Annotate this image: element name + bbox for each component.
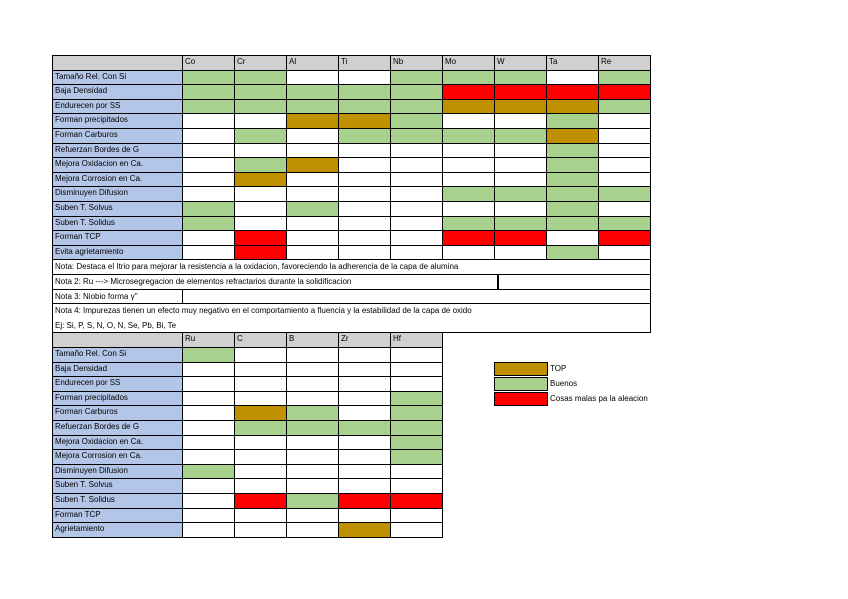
table1-row-label[interactable]: Mejora Oxidacion en Ca. <box>52 157 183 173</box>
table2-corner[interactable] <box>52 332 183 348</box>
table2-cell[interactable] <box>390 464 443 480</box>
legend-swatch-top <box>494 362 548 376</box>
table2-cell[interactable] <box>390 435 443 451</box>
table2-column-header[interactable]: Hf <box>390 332 443 348</box>
table1-row-label[interactable]: Suben T. Solvus <box>52 201 183 217</box>
table1-cell[interactable] <box>286 245 339 261</box>
table2-cell[interactable] <box>286 391 339 407</box>
table2-cell[interactable] <box>234 508 287 524</box>
table2-cell[interactable] <box>338 493 391 509</box>
table2-cell[interactable] <box>286 508 339 524</box>
table1-column-header[interactable]: Co <box>182 55 235 71</box>
table2-cell[interactable] <box>338 420 391 436</box>
table2-row-label[interactable]: Agrietamiento <box>52 522 183 538</box>
table1-cell[interactable] <box>598 230 651 246</box>
table2-cell[interactable] <box>234 493 287 509</box>
table2-cell[interactable] <box>234 435 287 451</box>
note-4 <box>52 303 651 333</box>
legend-label-bad: Cosas malas pa la aleacion <box>550 394 648 403</box>
table2-row-label[interactable]: Baja Densidad <box>52 362 183 378</box>
table1-cell[interactable] <box>286 216 339 232</box>
table1-cell[interactable] <box>546 216 599 232</box>
table1-cell[interactable] <box>234 230 287 246</box>
table1-row-label[interactable]: Disminuyen Difusion <box>52 186 183 202</box>
table1-cell[interactable] <box>546 99 599 115</box>
table1-cell[interactable] <box>234 84 287 100</box>
table1-cell[interactable] <box>442 172 495 188</box>
table1-cell[interactable] <box>598 128 651 144</box>
table2-cell[interactable] <box>234 449 287 465</box>
table1-cell[interactable] <box>598 157 651 173</box>
table2-cell[interactable] <box>338 435 391 451</box>
table1-cell[interactable] <box>286 143 339 159</box>
note-3: Nota 3: Niobio forma γ'' <box>52 289 183 305</box>
table1-cell[interactable] <box>182 143 235 159</box>
table1-cell[interactable] <box>182 113 235 129</box>
table2-cell[interactable] <box>182 405 235 421</box>
table1-row-label[interactable]: Forman precipitados <box>52 113 183 129</box>
table2-cell[interactable] <box>286 435 339 451</box>
table1-cell[interactable] <box>546 186 599 202</box>
table1-cell[interactable] <box>390 128 443 144</box>
table2-cell[interactable] <box>182 449 235 465</box>
table1-row-label[interactable]: Endurecen por SS <box>52 99 183 115</box>
table1-cell[interactable] <box>338 186 391 202</box>
table1-cell[interactable] <box>390 216 443 232</box>
table2-row-label[interactable]: Refuerzan Bordes de G <box>52 420 183 436</box>
table1-cell[interactable] <box>494 201 547 217</box>
table1-column-header[interactable]: Ti <box>338 55 391 71</box>
table2-cell[interactable] <box>286 376 339 392</box>
table1-cell[interactable] <box>494 172 547 188</box>
table1-cell[interactable] <box>598 99 651 115</box>
table1-cell[interactable] <box>598 245 651 261</box>
table2-cell[interactable] <box>338 508 391 524</box>
table2-cell[interactable] <box>182 508 235 524</box>
table1-cell[interactable] <box>286 230 339 246</box>
table1-cell[interactable] <box>338 245 391 261</box>
table1-cell[interactable] <box>442 230 495 246</box>
table1-cell[interactable] <box>494 143 547 159</box>
table2-cell[interactable] <box>338 391 391 407</box>
table2-cell[interactable] <box>182 420 235 436</box>
table2-row-label[interactable]: Mejora Corrosion en Ca. <box>52 449 183 465</box>
table2-row-label[interactable]: Mejora Oxidacion en Ca. <box>52 435 183 451</box>
table1-cell[interactable] <box>442 245 495 261</box>
table1-corner[interactable] <box>52 55 183 71</box>
table1-cell[interactable] <box>182 216 235 232</box>
table1-cell[interactable] <box>494 70 547 86</box>
table1-cell[interactable] <box>390 245 443 261</box>
note-1: Nota: Destaca el Itrio para mejorar la resistencia a la oxidacion, favoreciendo la adherencia de la capa de alumina <box>52 259 651 275</box>
table1-cell[interactable] <box>390 143 443 159</box>
table1-cell[interactable] <box>598 70 651 86</box>
table1-row-label[interactable]: Suben T. Solidus <box>52 216 183 232</box>
table2-cell[interactable] <box>182 391 235 407</box>
table1-cell[interactable] <box>390 157 443 173</box>
table1-cell[interactable] <box>234 186 287 202</box>
table1-cell[interactable] <box>390 230 443 246</box>
table1-cell[interactable] <box>182 230 235 246</box>
note-4-examples: Ej: Si, P, S, N, O, N, Se, Pb, Bi, Te <box>55 320 177 330</box>
table2-cell[interactable] <box>390 420 443 436</box>
table1-cell[interactable] <box>182 70 235 86</box>
table2-cell[interactable] <box>390 508 443 524</box>
table1-cell[interactable] <box>442 128 495 144</box>
table1-cell[interactable] <box>182 128 235 144</box>
table1-cell[interactable] <box>286 157 339 173</box>
table1-cell[interactable] <box>182 157 235 173</box>
table1-row-label[interactable]: Tamaño Rel. Con Si <box>52 70 183 86</box>
table1-cell[interactable] <box>338 230 391 246</box>
table2-column-header[interactable]: Zr <box>338 332 391 348</box>
table1-cell[interactable] <box>494 84 547 100</box>
table1-cell[interactable] <box>494 186 547 202</box>
table1-cell[interactable] <box>546 230 599 246</box>
table1-cell[interactable] <box>442 186 495 202</box>
table1-column-header[interactable]: W <box>494 55 547 71</box>
table2-cell[interactable] <box>286 405 339 421</box>
table1-column-header[interactable]: Re <box>598 55 651 71</box>
table1-cell[interactable] <box>286 84 339 100</box>
table1-cell[interactable] <box>234 157 287 173</box>
table1-cell[interactable] <box>390 113 443 129</box>
table2-cell[interactable] <box>182 493 235 509</box>
table1-cell[interactable] <box>546 143 599 159</box>
table1-cell[interactable] <box>546 70 599 86</box>
table1-cell[interactable] <box>338 157 391 173</box>
table2-cell[interactable] <box>234 405 287 421</box>
table1-cell[interactable] <box>598 201 651 217</box>
legend-swatch-bad <box>494 392 548 406</box>
table2-column-header[interactable]: C <box>234 332 287 348</box>
table2-cell[interactable] <box>286 347 339 363</box>
table1-row-label[interactable]: Baja Densidad <box>52 84 183 100</box>
table1-cell[interactable] <box>546 157 599 173</box>
legend-swatch-good <box>494 377 548 391</box>
table2-cell[interactable] <box>182 464 235 480</box>
table2-row-label[interactable]: Endurecen por SS <box>52 376 183 392</box>
table1-cell[interactable] <box>390 84 443 100</box>
table2-cell[interactable] <box>182 362 235 378</box>
legend-label-top: TOP <box>550 364 567 373</box>
table1-cell[interactable] <box>234 172 287 188</box>
note-4-line: Nota 4: Impurezas tienen un efecto muy negativo en el comportamiento a fluencia y la estabilidad de la capa de oxido <box>55 306 472 316</box>
table1-cell[interactable] <box>442 201 495 217</box>
table1-cell[interactable] <box>390 70 443 86</box>
table1-cell[interactable] <box>442 84 495 100</box>
table1-cell[interactable] <box>234 128 287 144</box>
table1-cell[interactable] <box>286 70 339 86</box>
table1-cell[interactable] <box>598 113 651 129</box>
table1-cell[interactable] <box>286 128 339 144</box>
table2-cell[interactable] <box>182 376 235 392</box>
table2-cell[interactable] <box>390 478 443 494</box>
table1-cell[interactable] <box>286 186 339 202</box>
table2-cell[interactable] <box>182 435 235 451</box>
table1-cell[interactable] <box>234 216 287 232</box>
table2-cell[interactable] <box>286 362 339 378</box>
table2-cell[interactable] <box>390 347 443 363</box>
table1-cell[interactable] <box>494 128 547 144</box>
table1-cell[interactable] <box>390 172 443 188</box>
table1-cell[interactable] <box>338 172 391 188</box>
note-2: Nota 2: Ru ---> Microsegregacion de elementos refractarios durante la solidificacion <box>52 274 498 290</box>
table1-cell[interactable] <box>598 216 651 232</box>
table2-cell[interactable] <box>390 493 443 509</box>
table1-cell[interactable] <box>234 245 287 261</box>
table1-cell[interactable] <box>494 216 547 232</box>
table2-row-label[interactable]: Suben T. Solvus <box>52 478 183 494</box>
table1-cell[interactable] <box>546 128 599 144</box>
table1-row-label[interactable]: Forman TCP <box>52 230 183 246</box>
table2-cell[interactable] <box>338 464 391 480</box>
table2-cell[interactable] <box>390 522 443 538</box>
table2-row-label[interactable]: Tamaño Rel. Con Si <box>52 347 183 363</box>
table1-cell[interactable] <box>234 201 287 217</box>
table2-cell[interactable] <box>234 522 287 538</box>
table2-cell[interactable] <box>234 464 287 480</box>
table1-column-header[interactable]: Nb <box>390 55 443 71</box>
table2-cell[interactable] <box>286 493 339 509</box>
table2-cell[interactable] <box>338 449 391 465</box>
legend-label-good: Buenos <box>550 379 578 388</box>
table1-cell[interactable] <box>390 201 443 217</box>
table2-row-label[interactable]: Forman Carburos <box>52 405 183 421</box>
table1-cell[interactable] <box>286 113 339 129</box>
table2-cell[interactable] <box>182 522 235 538</box>
table1-cell[interactable] <box>598 84 651 100</box>
table1-cell[interactable] <box>182 201 235 217</box>
table1-cell[interactable] <box>546 245 599 261</box>
table2-cell[interactable] <box>234 391 287 407</box>
table1-column-header[interactable]: Mo <box>442 55 495 71</box>
table2-cell[interactable] <box>390 376 443 392</box>
table2-cell[interactable] <box>234 376 287 392</box>
table1-cell[interactable] <box>546 113 599 129</box>
table1-cell[interactable] <box>598 186 651 202</box>
table1-cell[interactable] <box>598 172 651 188</box>
table1-cell[interactable] <box>598 143 651 159</box>
table2-cell[interactable] <box>234 420 287 436</box>
table1-cell[interactable] <box>182 186 235 202</box>
table1-cell[interactable] <box>546 172 599 188</box>
table1-cell[interactable] <box>494 230 547 246</box>
table1-cell[interactable] <box>338 113 391 129</box>
table2-column-header[interactable]: Ru <box>182 332 235 348</box>
table1-column-header[interactable]: Al <box>286 55 339 71</box>
table1-cell[interactable] <box>546 201 599 217</box>
table1-cell[interactable] <box>338 128 391 144</box>
table1-cell[interactable] <box>338 70 391 86</box>
table2-cell[interactable] <box>286 449 339 465</box>
table1-cell[interactable] <box>234 99 287 115</box>
table1-cell[interactable] <box>286 99 339 115</box>
table1-cell[interactable] <box>494 157 547 173</box>
table2-cell[interactable] <box>338 522 391 538</box>
table2-cell[interactable] <box>390 405 443 421</box>
table1-cell[interactable] <box>546 84 599 100</box>
table2-cell[interactable] <box>234 362 287 378</box>
table2-cell[interactable] <box>286 464 339 480</box>
table2-cell[interactable] <box>338 478 391 494</box>
table1-row-label[interactable]: Mejora Corrosion en Ca. <box>52 172 183 188</box>
table1-cell[interactable] <box>442 157 495 173</box>
table1-cell[interactable] <box>338 201 391 217</box>
table1-cell[interactable] <box>182 84 235 100</box>
table2-row-label[interactable]: Forman TCP <box>52 508 183 524</box>
table2-row-label[interactable]: Forman precipitados <box>52 391 183 407</box>
table1-cell[interactable] <box>286 172 339 188</box>
table1-cell[interactable] <box>234 143 287 159</box>
table1-cell[interactable] <box>442 70 495 86</box>
table1-cell[interactable] <box>390 99 443 115</box>
table2-column-header[interactable]: B <box>286 332 339 348</box>
table2-cell[interactable] <box>390 449 443 465</box>
table1-cell[interactable] <box>182 99 235 115</box>
table2-cell[interactable] <box>286 478 339 494</box>
table2-cell[interactable] <box>390 362 443 378</box>
note-3-rest <box>182 289 651 305</box>
table1-cell[interactable] <box>234 113 287 129</box>
table1-cell[interactable] <box>182 172 235 188</box>
table1-column-header[interactable]: Cr <box>234 55 287 71</box>
table2-cell[interactable] <box>182 347 235 363</box>
note-2-rest <box>498 274 651 290</box>
table2-cell[interactable] <box>390 391 443 407</box>
table1-cell[interactable] <box>338 216 391 232</box>
table2-cell[interactable] <box>338 405 391 421</box>
table1-cell[interactable] <box>442 99 495 115</box>
table2-cell[interactable] <box>338 362 391 378</box>
table1-column-header[interactable]: Ta <box>546 55 599 71</box>
table2-cell[interactable] <box>286 522 339 538</box>
table1-cell[interactable] <box>442 216 495 232</box>
table1-cell[interactable] <box>390 186 443 202</box>
table1-row-label[interactable]: Evita agrietamiento <box>52 245 183 261</box>
table2-cell[interactable] <box>286 420 339 436</box>
table1-row-label[interactable]: Forman Carburos <box>52 128 183 144</box>
table1-cell[interactable] <box>442 143 495 159</box>
table1-cell[interactable] <box>442 113 495 129</box>
table1-cell[interactable] <box>338 143 391 159</box>
table1-cell[interactable] <box>494 245 547 261</box>
table2-cell[interactable] <box>338 347 391 363</box>
table1-cell[interactable] <box>234 70 287 86</box>
table1-row-label[interactable]: Refuerzan Bordes de G <box>52 143 183 159</box>
table1-cell[interactable] <box>338 99 391 115</box>
table1-cell[interactable] <box>182 245 235 261</box>
table2-cell[interactable] <box>234 478 287 494</box>
table1-cell[interactable] <box>338 84 391 100</box>
table1-cell[interactable] <box>286 201 339 217</box>
table2-cell[interactable] <box>338 376 391 392</box>
table2-row-label[interactable]: Disminuyen Difusion <box>52 464 183 480</box>
table2-cell[interactable] <box>182 478 235 494</box>
table1-cell[interactable] <box>494 99 547 115</box>
table2-cell[interactable] <box>234 347 287 363</box>
table1-cell[interactable] <box>494 113 547 129</box>
table2-row-label[interactable]: Suben T. Solidus <box>52 493 183 509</box>
